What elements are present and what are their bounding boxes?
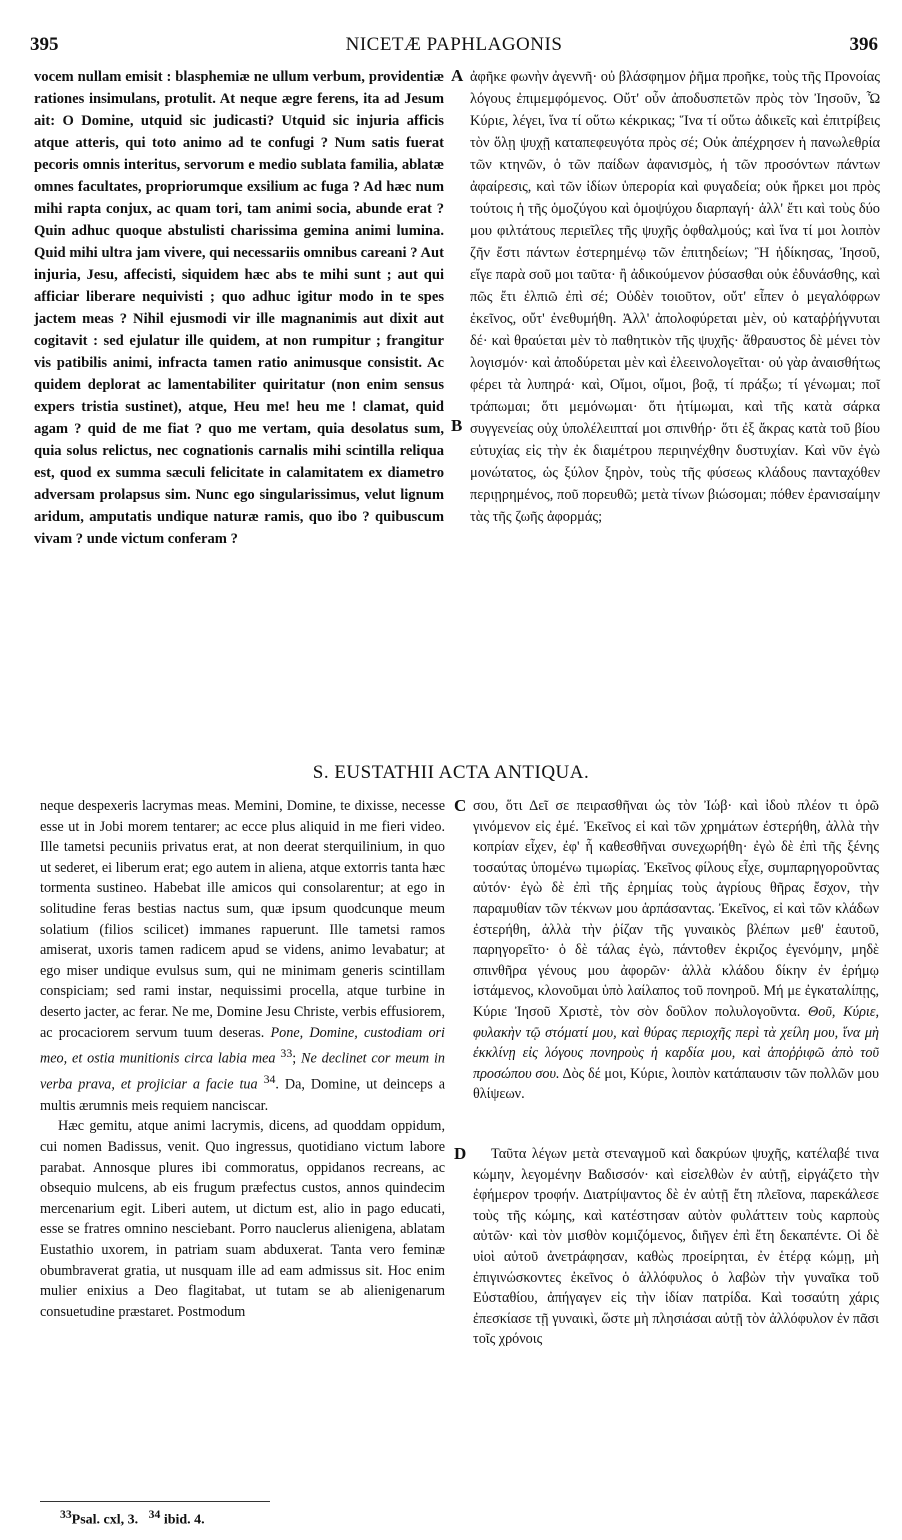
- latin-text: neque despexeris lacrymas meas. Memini, Domine, te dixisse, necesse esse ut in Jobi morem tentarer; ac ecce plus aliquid in me fieri video. Ille tametsi pecuniis privatus erat, at non deerat sterquilinium, in quo ut sederet, ei liberum erat; ego autem in aliena, atque extorris tanta hæc tormenta sustineo. Habebat ille amicos qui consolarentur; at ego in solitudine feras bestias nactus sum, quæ ipsum quodcunque meum solatium (filios scilicet) immanes rapuerunt. Ille tametsi ramos amiserat, uxoris tamen radicem apud se videns, animo levabatur; at ego miser undique evulsus sum, qui ne minimam generis scintillam conspiciam; sed rami instar, nequissimi procella, atque turbine in deserto jacter, ac ferar. Ne me, Domine Jesu Christe, verbis effusiorem, ac procaciorem servum tuum deseras.: [40, 798, 445, 1041]
- footnote-ref-34: 34: [263, 1072, 276, 1087]
- greek-column-bottom: [473, 796, 879, 1105]
- latin-column-top: [34, 66, 444, 550]
- running-title: NICETÆ PAPHLAGONIS: [345, 34, 563, 55]
- footnote-number: 33: [60, 1508, 72, 1521]
- latin-paragraph: neque despexeris lacrymas meas. Memini, Domine, te dixisse, necesse esse ut in Jobi morem tentarer; ac ecce plus aliquid in me fieri video. Ille tametsi pecuniis privatus erat, at non deerat sterquilinium, in quo ut sederet, ei liberum erat; ego autem in aliena, atque extorris tanta hæc tormenta sustineo. Habebat ille amicos qui consolarentur; at ego in solitudine feras bestias nactus sum, quæ ipsum quodcunque meum solatium (filios scilicet) immanes rapuerunt. Ille tametsi ramos amiserat, uxoris tamen radicem apud se videns, animo levabatur; at ego miser undique evulsus sum, qui ne minimam generis scintillam conspiciam; sed rami instar, nequissimi procella, atque turbine in deserto jacter, ac ferar. Ne me, Domine Jesu Christe, verbis effusiorem, ac procaciorem servum tuum deseras. Pone, Domine, custodiam ori meo, et ostia munitionis circa labia mea $^{33}$; Ne declinet cor meum in verba prava, et projiciar a facie tua $^{34}$. Da, Domine, ut deinceps a multis ærumnis meis requiem nanciscar.: [40, 798, 446, 1114]
- margin-letter-a: A: [451, 66, 464, 85]
- margin-letter-b: B: [451, 416, 463, 435]
- latin-column-bottom: [40, 796, 445, 1322]
- greek-column-bottom-continued: [473, 1144, 879, 1350]
- greek-paragraph: ἀφῆκε φωνὴν ἀγεννῆ· οὐ βλάσφημον ῥῆμα προῆκε, τοὺς τῆς Προνοίας λόγους ἐπιμεμφόμενος. Οὔτ' οὖν ἀποδυσπετῶν πρὸς τὸν Ἰησοῦν, Ὦ Κύριε, λέγει, ἵνα τί οὕτω κέκρικας; Ἵνα τί οὕτω ἀδικεῖς καὶ ἐπιτρίβεις τὸν ὅλῃ ψυχῇ καταπεφευγότα πρὸς σέ; Οὐκ ἀπέχρησεν ἡ πανωλεθρία τῶν κτηνῶν, ὁ τῶν παίδων ἀφανισμὸς, ἡ τῶν προσόντων πάντων ἀφαίρεσις, καὶ τῶν ἰδίων ὑπερορία καὶ φυγαδεία; οὐκ ἤρκει μοι πρὸς τούτοις ἡ τῆς ὁμοζύγου καὶ ὁμοψύχου διαρπαγή· ἀλλ' ἔτι καὶ τοὺς δύο μου φιλτάτους περιεῖλες τῆς ψυχῆς ὀφθαλμούς; καὶ ἵνα τί μοι λοιπὸν ζῆν ἔστι πάντων ἐστερημένῳ τῶν ἐπιτηδείων; Ἢ ἠδίκησας, Ἰησοῦ, εἴγε παρὰ σοῦ μοι ταῦτα· ἢ ἀδικούμενον ῥύσασθαι οὐκ ἐδυνάσθης, καὶ πῶς ἔτι ἐλπιῶ ἐπὶ σέ; Οὐδὲν τοιοῦτον, οὔτ' εἶπεν ὁ μεγαλόφρων ἐκεῖνος, οὔτ' ἐνεθυμήθη. Ἀλλ' ἀπολοφύρεται μὲν, οὐ καταῤῥήγνυται δέ· καὶ θραύεται μὲν τὸ παθητικὸν τῆς ψυχῆς· ἄθραυστος δὲ μένει τὸν λογισμόν· καὶ ἀποδύρεται μὲν καὶ ἐλεεινολογεῖται· οὐ γὰρ ἀναισθήτως φέρει τὰ λυπηρά· καὶ, Οἴμοι, οἴμοι, βοᾷ, τί πράξω; τί γένωμαι; ποῖ τράπωμαι; ὅτι μεμόνωμαι· ὅτι ἠτίμωμαι, καὶ τῆς κατὰ σάρκα συγγενείας οὐχ ὑπολέλειπταί μοι σπινθήρ· ὅτι ἐξ ἄκρας κατὰ τοῦ βίου εὐτυχίας εἰς τὴν ἐκ διαμέτρου περιηνέχθην δυστυχίαν. Καὶ νῦν ἐγὼ μονώτατος, ὡς ξύλον ξηρὸν, τοὺς τῆς φύσεως κλάδους πανταχόθεν περιῃρημένος, ποῦ πορευθῶ; μετὰ τίνων βιώσομαι; πόθεν ἐρανισαίμην τὰς τῆς ζωῆς ἀφορμάς;: [470, 69, 880, 525]
- latin-scripture-quote: Pone, Domine, custodiam ori meo, et ostia munitionis circa labia mea: [40, 1024, 445, 1067]
- greek-scripture-quote: Θοῦ, Κύριε, φυλακὴν τῷ στόματί μου, καὶ θύρας περιοχῆς περὶ τὰ χείλη μου, ἵνα μὴ ἐκκλίνῃ εἰς λόγους πονηροὺς ἡ καρδία μου, καὶ ἀποῤῥιφῶ ἀπὸ τοῦ προσώπου σου.: [473, 1003, 880, 1082]
- footnote-rule: [40, 1501, 270, 1502]
- greek-paragraph: Ταῦτα λέγων μετὰ στεναγμοῦ καὶ δακρύων ψυχῆς, κατέλαβέ τινα κώμην, λεγομένην Βαδισσόν· καὶ εἰσελθὼν ἐν αὐτῇ, εἰργάζετο τὴν ἐφήμερον τροφήν. Διατρίψαντος δὲ ἐν αὐτῇ ἔτη πλεῖονα, παρεκάλεσε τοὺς τῆς κώμης, καὶ κατέστησαν αὐτὸν φυλάττειν τοὺς καρποὺς αὐτῶν· καὶ τὸν μισθὸν κομιζόμενος, διῆγεν ἐπὶ ἔτη δεκαπέντε. Οἱ δὲ υἱοὶ αὐτοῦ ἀνετράφησαν, καθὼς προείρηται, ἐν ἑτέρᾳ κώμῃ, μὴ ἐπιγινώσκοντες ἐκεῖνος ὁ ἀλλόφυλος ὁ λαβὼν τὴν γυναῖκα τοῦ Εὐσταθίου, ἀπήγαγεν εἰς τὴν ἰδίαν πατρίδα. Καὶ τοσαύτη χάρις ἐπεσκίασε τῇ γυναικὶ, ὥστε μὴ πλησιάσαι αὐτῇ τὸν ἀλλόφυλον ἐν πᾶσι τοῖς χρόνοις: [473, 1146, 879, 1348]
- running-header: [30, 34, 878, 60]
- greek-text: Δὸς δέ μοι, Κύριε, λοιπὸν κατάπαυσιν τῶν πολλῶν μου θλίψεων.: [473, 1065, 879, 1103]
- margin-letter-d: D: [454, 1144, 467, 1163]
- greek-text: σου, ὅτι Δεῖ σε πειρασθῆναι ὡς τὸν Ἰώβ· καὶ ἰδοὺ πλέον τι ὁρῶ γινόμενον εἰς ἐμέ. Ἐκεῖνος εἰ καὶ τῶν χρημάτων ἐστερήθη, ἀλλὰ τὴν κοπρίαν εἶχεν, ἐφ' ἧ καθεσθῆναι συνεχωρήθη· ἐγὼ δὲ ἐπὶ τῆς ξένης τοσαύτας ὑπομένω τιμωρίας. Ἐκεῖνος φίλους εἶχε, συμπαρηγοροῦντας αὐτόν· ἐγὼ δὲ ἐπὶ τῆς ἐρημίας τοὺς ἀγρίους θῆρας ἔσχον, τὴν παραμυθίαν τῶν τέκνων μου ἁρπάσαντας. Ἐκεῖνος, εἰ καὶ τῶν κλάδων ἐστερήθη, ἀλλὰ τὴν ῥίζαν τῆς γυναικὸς βλέπων μεθ' ἑαυτοῦ, παρηγορεῖτο· ὁ δὲ τάλας ἐγὼ, πάντοθεν ἐκριζος ἐγενόμην, μηδὲ σπινθῆρα γένους μου ἀφορῶν· ἀλλὰ κλάδου δίκην ἐν ἐρήμῳ ἱστάμενος, κλονοῦμαι ὑπὸ λαίλαπος τοῦ πονηροῦ. Μή με ἐγκαταλίπῃς, Κύριε Ἰησοῦ Χριστὲ, τὸν σὸν δοῦλον πολυλογοῦντα.: [473, 798, 879, 1020]
- greek-paragraph: [473, 796, 879, 1105]
- page-number-left: 395: [30, 34, 59, 55]
- latin-text: Da, Domine, ut deinceps a multis ærumnis meis requiem nanciscar.: [40, 1077, 446, 1114]
- page-number-right: 396: [849, 34, 878, 55]
- footnote-text: ibid. 4.: [163, 1512, 205, 1528]
- footnote-ref-33: 33: [280, 1046, 293, 1061]
- margin-letter-c: C: [454, 796, 467, 815]
- latin-paragraph: vocem nullam emisit : blasphemiæ ne ullum verbum, providentiæ rationes insimulans, protulit. At neque ægre ferens, ita ad Jesum ait: O Domine, utquid sic judicasti? Utquid sic injuria afficis atque atteris, qui toto animo ad te confugi ? Num satis fuerat pecoris omnis interitus, servorum e medio sublata familia, ablatæ omnes facultates, propriorumque exsilium ac fuga ? Ad hæc num mihi rapta conjux, ac quam tori, tam animi socia, abunde erat ? Quin adhuc quoque abstulisti charissima gemina animi lumina. Quid mihi ultra jam vivere, qui necessariis omnibus careani ? Aut injuria, Jesu, affecisti, siquidem hæc abs te mihi sunt ; aut qui afficiar liberare nequivisti ; quo adhuc igitur modo in te spes jactem meas ? Nihil ejusmodi vir ille magnanimis aut dixit aut cogitavit : sed ejulatur ille quidem, at non rumpitur ; frangitur vis patibilis animi, infracta tamen ratio animusque consistit. Ac quidem deplorat ac lamentabiliter quiritatur (non enim sensus expers tristia sustinet), atque, Heu me! heu me ! clamat, quid agam ? quid de me fiat ? quo me vertam, quia desolatus sum, quia solus relictus, nec cognationis carnalis mihi scintilla reliqua est, quod ex summa sæculi felicitate in calamitatem ex diametro adversam prolapsus sim. Nunc ego singularissimus, velut lignum aridum, amputatis undique naturæ ramis, quo ibo ? quibuscum vivam ? unde victum conferam ?: [34, 69, 444, 547]
- latin-scripture-quote: Ne declinet cor meum in verba prava, et projiciar a facie tua: [40, 1050, 445, 1094]
- latin-paragraph: Hæc gemitu, atque animi lacrymis, dicens, ad quoddam oppidum, cui nomen Badissus, venit. Quo ingressus, quotidiano victum labore parabat. Annosque plures ibi commoratus, oppidanos recreans, ac obsequio mulcens, ab eis frugum præfectus custos, annos quindecim mercenarium egit. Liberi autem, ut dictum est, alio in pago educati, esse se fratres omnino nesciebant. Porro nauclerus alienigena, ablatam Eustathio uxorem, in patriam suam abduxerat. Tanta vero feminæ obumbraverat gratia, ut nusquam ille ad eam admissus sit. Hoc enim mulier enixius a Deo flagitabat, ut tutam se ab alienigenarum consuetudine præstaret. Postmodum: [40, 1118, 445, 1320]
- footnotes: [60, 1508, 205, 1529]
- section-title: S. EUSTATHII ACTA ANTIQUA.: [312, 762, 590, 783]
- greek-column-top: [470, 66, 880, 528]
- footnote-number: 34: [148, 1508, 161, 1521]
- footnote-text: Psal. cxl, 3.: [71, 1512, 139, 1528]
